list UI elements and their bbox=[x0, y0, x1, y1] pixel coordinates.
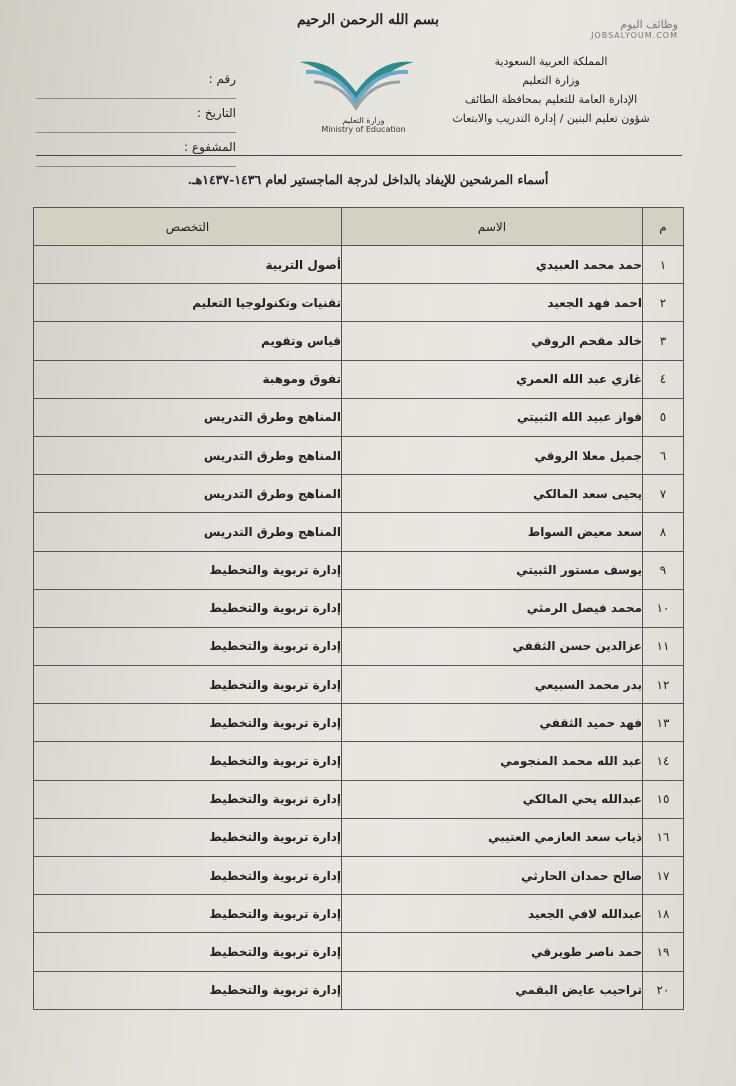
table-row bbox=[34, 971, 684, 1009]
cell-name: محمد فيصل الرمثي bbox=[342, 589, 643, 627]
candidates-table bbox=[33, 207, 684, 1010]
cell-specialty: المناهج وطرق التدريس bbox=[34, 513, 342, 551]
table-row bbox=[34, 780, 684, 818]
cell-specialty: المناهج وطرق التدريس bbox=[34, 436, 342, 474]
cell-name: جميل معلا الروقي bbox=[342, 436, 643, 474]
header-specialty: التخصص bbox=[34, 208, 342, 246]
cell-specialty: إدارة تربوية والتخطيط bbox=[34, 742, 342, 780]
cell-num: ١١ bbox=[643, 627, 684, 665]
table-row bbox=[34, 818, 684, 856]
number-label: رقم : bbox=[208, 72, 236, 86]
cell-num: ٨ bbox=[643, 513, 684, 551]
cell-specialty: إدارة تربوية والتخطيط bbox=[34, 780, 342, 818]
cell-specialty: إدارة تربوية والتخطيط bbox=[34, 857, 342, 895]
cell-num: ٢ bbox=[643, 284, 684, 322]
date-field bbox=[36, 102, 236, 133]
cell-name: خالد مقحم الروقي bbox=[342, 322, 643, 360]
cell-specialty: قياس وتقويم bbox=[34, 322, 342, 360]
table-row bbox=[34, 246, 684, 284]
department-name: شؤون تعليم البنين / إدارة التدريب والابتعاث bbox=[452, 112, 650, 125]
directorate-name: الإدارة العامة للتعليم بمحافظة الطائف bbox=[464, 93, 638, 106]
cell-name: عبدالله لافي الجعيد bbox=[342, 895, 643, 933]
logo-text-english: Ministry of Education bbox=[321, 125, 406, 134]
cell-name: بدر محمد السبيعي bbox=[342, 666, 643, 704]
header-num: م bbox=[643, 208, 684, 246]
table-row bbox=[34, 742, 684, 780]
cell-num: ١٨ bbox=[643, 895, 684, 933]
cell-num: ١٢ bbox=[643, 666, 684, 704]
cell-specialty: المناهج وطرق التدريس bbox=[34, 398, 342, 436]
cell-specialty: إدارة تربوية والتخطيط bbox=[34, 971, 342, 1009]
table-row bbox=[34, 436, 684, 474]
cell-name: حمد محمد العبيدي bbox=[342, 246, 643, 284]
header-divider bbox=[36, 155, 682, 156]
cell-specialty: إدارة تربوية والتخطيط bbox=[34, 818, 342, 856]
cell-num: ١٥ bbox=[643, 780, 684, 818]
watermark-arabic: وظائف اليوم bbox=[620, 18, 678, 31]
cell-num: ١٦ bbox=[643, 818, 684, 856]
attachments-label: المشفوع : bbox=[184, 140, 236, 154]
basmala: بسم الله الرحمن الرحيم bbox=[297, 12, 439, 28]
cell-name: عبد الله محمد المنجومي bbox=[342, 742, 643, 780]
government-header bbox=[436, 52, 666, 128]
table-row bbox=[34, 284, 684, 322]
ministry-name: وزارة التعليم bbox=[522, 74, 580, 87]
cell-specialty: تفوق وموهبة bbox=[34, 360, 342, 398]
cell-name: حمد ناصر طويرقي bbox=[342, 933, 643, 971]
cell-num: ٧ bbox=[643, 475, 684, 513]
cell-num: ٤ bbox=[643, 360, 684, 398]
cell-name: احمد فهد الجعيد bbox=[342, 284, 643, 322]
attachments-field bbox=[36, 136, 236, 167]
table-row bbox=[34, 513, 684, 551]
cell-num: ٥ bbox=[643, 398, 684, 436]
table-row bbox=[34, 704, 684, 742]
number-field bbox=[36, 68, 236, 99]
cell-name: فواز عبيد الله الثبيتي bbox=[342, 398, 643, 436]
table-header-row bbox=[34, 208, 684, 246]
cell-num: ٩ bbox=[643, 551, 684, 589]
date-label: التاريخ : bbox=[196, 106, 236, 120]
header-name: الاسم bbox=[342, 208, 643, 246]
table-row bbox=[34, 360, 684, 398]
cell-specialty: إدارة تربوية والتخطيط bbox=[34, 933, 342, 971]
cell-num: ١٣ bbox=[643, 704, 684, 742]
cell-num: ١٤ bbox=[643, 742, 684, 780]
cell-specialty: إدارة تربوية والتخطيط bbox=[34, 551, 342, 589]
cell-num: ١٩ bbox=[643, 933, 684, 971]
kingdom-name: المملكة العربية السعودية bbox=[494, 55, 608, 68]
table-row bbox=[34, 895, 684, 933]
table-row bbox=[34, 551, 684, 589]
logo-text-arabic: وزارة التعليم bbox=[342, 116, 385, 125]
cell-num: ٣ bbox=[643, 322, 684, 360]
cell-name: عبدالله يحي المالكي bbox=[342, 780, 643, 818]
cell-specialty: تقنيات وتكنولوجيا التعليم bbox=[34, 284, 342, 322]
cell-name: يحيى سعد المالكي bbox=[342, 475, 643, 513]
document-title: أسماء المرشحين للإيفاد بالداخل لدرجة الماجستير لعام ١٤٣٦-١٤٣٧هـ. bbox=[187, 172, 549, 187]
cell-specialty: إدارة تربوية والتخطيط bbox=[34, 704, 342, 742]
cell-specialty: المناهج وطرق التدريس bbox=[34, 475, 342, 513]
table-row bbox=[34, 589, 684, 627]
cell-name: صالح حمدان الحارثي bbox=[342, 857, 643, 895]
table-row bbox=[34, 933, 684, 971]
cell-specialty: إدارة تربوية والتخطيط bbox=[34, 666, 342, 704]
logo-caption bbox=[316, 116, 411, 134]
cell-name: غازي عبد الله العمري bbox=[342, 360, 643, 398]
cell-name: عزالدين حسن الثقفي bbox=[342, 627, 643, 665]
cell-specialty: إدارة تربوية والتخطيط bbox=[34, 589, 342, 627]
table-row bbox=[34, 475, 684, 513]
cell-num: ١٠ bbox=[643, 589, 684, 627]
cell-name: فهد حميد الثقفي bbox=[342, 704, 643, 742]
table-row bbox=[34, 398, 684, 436]
cell-num: ٢٠ bbox=[643, 971, 684, 1009]
cell-num: ١ bbox=[643, 246, 684, 284]
table-row bbox=[34, 627, 684, 665]
table-row bbox=[34, 666, 684, 704]
cell-specialty: إدارة تربوية والتخطيط bbox=[34, 895, 342, 933]
table-row bbox=[34, 857, 684, 895]
watermark-latin: JOBSALYOUM.COM bbox=[591, 31, 678, 40]
cell-name: يوسف مستور الثبيتي bbox=[342, 551, 643, 589]
table-row bbox=[34, 322, 684, 360]
cell-name: ذياب سعد العازمي العتيبي bbox=[342, 818, 643, 856]
cell-name: تراحيب عايض البقمي bbox=[342, 971, 643, 1009]
cell-specialty: إدارة تربوية والتخطيط bbox=[34, 627, 342, 665]
cell-num: ٦ bbox=[643, 436, 684, 474]
cell-num: ١٧ bbox=[643, 857, 684, 895]
cell-specialty: أصول التربية bbox=[34, 246, 342, 284]
cell-name: سعد معيض السواط bbox=[342, 513, 643, 551]
